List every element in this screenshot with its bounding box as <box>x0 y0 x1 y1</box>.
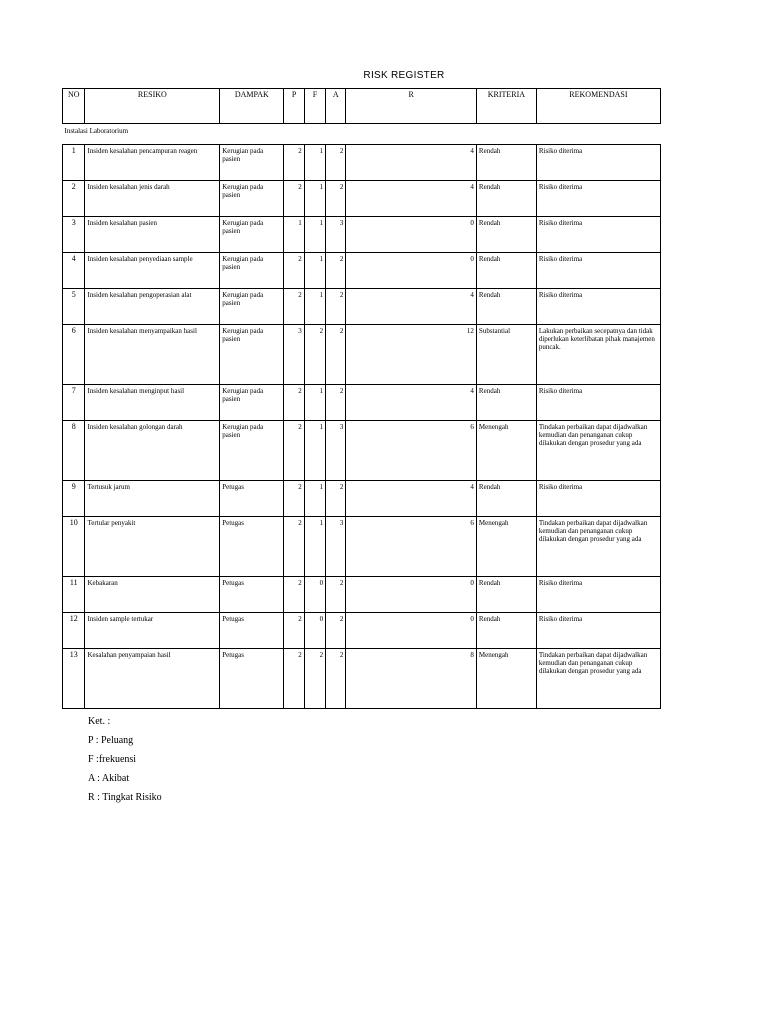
cell-rekomendasi: Risiko diterima <box>536 253 660 289</box>
legend-p: P : Peluang <box>88 735 134 746</box>
cell-p: 2 <box>284 421 304 481</box>
cell-r: 4 <box>346 289 477 325</box>
cell-risiko: Insiden kesalahan pengoperasian alat <box>85 289 220 325</box>
cell-dampak: Kerugian pada pasien <box>220 385 284 421</box>
cell-no: 1 <box>63 145 85 181</box>
cell-p: 2 <box>284 253 304 289</box>
cell-risiko: Insiden kesalahan golongan darah <box>85 421 220 481</box>
cell-dampak: Petugas <box>220 517 284 577</box>
table-row <box>63 217 661 253</box>
cell-p: 2 <box>284 517 304 577</box>
legend-title: Ket. : <box>88 716 111 727</box>
cell-a: 2 <box>326 289 346 325</box>
cell-r: 8 <box>346 649 477 709</box>
legend-a: A : Akibat <box>88 773 130 784</box>
cell-p: 3 <box>284 325 304 385</box>
header-resiko: RESIKO <box>85 89 220 124</box>
cell-r: 4 <box>346 181 477 217</box>
cell-f: 1 <box>304 217 325 253</box>
cell-rekomendasi: Risiko diterima <box>536 481 660 517</box>
header-f: F <box>304 89 325 124</box>
cell-dampak: Petugas <box>220 481 284 517</box>
section-row <box>63 124 661 145</box>
risk-register-table <box>62 88 661 709</box>
cell-no: 8 <box>63 421 85 481</box>
cell-rekomendasi: Risiko diterima <box>536 181 660 217</box>
cell-rekomendasi: Tindakan perbaikan dapat dijadwalkan kemudian dan penanganan cukup dilakukan dengan prosedur yang ada <box>536 517 660 577</box>
cell-r: 4 <box>346 385 477 421</box>
cell-p: 1 <box>284 217 304 253</box>
table-row <box>63 517 661 577</box>
cell-kriteria: Rendah <box>476 385 536 421</box>
cell-a: 2 <box>326 253 346 289</box>
cell-p: 2 <box>284 385 304 421</box>
cell-f: 1 <box>304 253 325 289</box>
cell-a: 2 <box>326 325 346 385</box>
cell-rekomendasi: Risiko diterima <box>536 613 660 649</box>
cell-rekomendasi: Risiko diterima <box>536 217 660 253</box>
cell-dampak: Kerugian pada pasien <box>220 253 284 289</box>
cell-f: 1 <box>304 517 325 577</box>
cell-r: 0 <box>346 613 477 649</box>
cell-risiko: Insiden kesalahan pasien <box>85 217 220 253</box>
cell-p: 2 <box>284 649 304 709</box>
cell-p: 2 <box>284 289 304 325</box>
legend <box>88 712 162 807</box>
table-row <box>63 289 661 325</box>
table-row <box>63 181 661 217</box>
cell-f: 2 <box>304 325 325 385</box>
cell-a: 2 <box>326 181 346 217</box>
cell-p: 2 <box>284 481 304 517</box>
cell-p: 2 <box>284 181 304 217</box>
document-title: RISK REGISTER <box>363 70 445 81</box>
cell-risiko: Insiden kesalahan menginput hasil <box>85 385 220 421</box>
cell-dampak: Kerugian pada pasien <box>220 217 284 253</box>
cell-r: 6 <box>346 517 477 577</box>
header-no: NO <box>63 89 85 124</box>
cell-kriteria: Rendah <box>476 217 536 253</box>
cell-rekomendasi: Risiko diterima <box>536 385 660 421</box>
cell-no: 11 <box>63 577 85 613</box>
table-row <box>63 385 661 421</box>
header-rekomendasi: REKOMENDASI <box>536 89 660 124</box>
cell-kriteria: Menengah <box>476 421 536 481</box>
table-row <box>63 325 661 385</box>
cell-dampak: Kerugian pada pasien <box>220 325 284 385</box>
section-label: Instalasi Laboratorium <box>63 124 661 145</box>
cell-f: 1 <box>304 385 325 421</box>
cell-kriteria: Rendah <box>476 481 536 517</box>
header-p: P <box>284 89 304 124</box>
cell-a: 3 <box>326 421 346 481</box>
cell-dampak: Petugas <box>220 577 284 613</box>
table-row <box>63 649 661 709</box>
header-r: R <box>346 89 477 124</box>
cell-no: 7 <box>63 385 85 421</box>
cell-kriteria: Rendah <box>476 289 536 325</box>
header-kriteria: KRITERIA <box>476 89 536 124</box>
cell-p: 2 <box>284 613 304 649</box>
cell-a: 3 <box>326 517 346 577</box>
cell-no: 6 <box>63 325 85 385</box>
cell-no: 10 <box>63 517 85 577</box>
cell-dampak: Petugas <box>220 649 284 709</box>
table-row <box>63 481 661 517</box>
cell-no: 9 <box>63 481 85 517</box>
table-row <box>63 421 661 481</box>
cell-no: 5 <box>63 289 85 325</box>
cell-f: 1 <box>304 145 325 181</box>
cell-kriteria: Menengah <box>476 517 536 577</box>
cell-a: 2 <box>326 577 346 613</box>
table-row <box>63 577 661 613</box>
cell-r: 0 <box>346 217 477 253</box>
cell-a: 2 <box>326 613 346 649</box>
cell-risiko: Tertusuk jarum <box>85 481 220 517</box>
cell-kriteria: Rendah <box>476 613 536 649</box>
cell-p: 2 <box>284 145 304 181</box>
cell-a: 2 <box>326 649 346 709</box>
cell-dampak: Kerugian pada pasien <box>220 421 284 481</box>
cell-risiko: Insiden kesalahan pencampuran reagen <box>85 145 220 181</box>
cell-kriteria: Menengah <box>476 649 536 709</box>
cell-kriteria: Substantial <box>476 325 536 385</box>
table-header-row <box>63 89 661 124</box>
cell-f: 0 <box>304 613 325 649</box>
cell-a: 2 <box>326 145 346 181</box>
cell-dampak: Kerugian pada pasien <box>220 145 284 181</box>
cell-rekomendasi: Risiko diterima <box>536 289 660 325</box>
cell-no: 4 <box>63 253 85 289</box>
cell-risiko: Kebakaran <box>85 577 220 613</box>
cell-rekomendasi: Tindakan perbaikan dapat dijadwalkan kemudian dan penanganan cukup dilakukan dengan prosedur yang ada <box>536 421 660 481</box>
cell-a: 2 <box>326 385 346 421</box>
cell-dampak: Kerugian pada pasien <box>220 181 284 217</box>
table-row <box>63 145 661 181</box>
cell-f: 0 <box>304 577 325 613</box>
cell-no: 13 <box>63 649 85 709</box>
cell-risiko: Insiden kesalahan jenis darah <box>85 181 220 217</box>
cell-f: 1 <box>304 289 325 325</box>
cell-r: 0 <box>346 577 477 613</box>
cell-r: 12 <box>346 325 477 385</box>
cell-dampak: Petugas <box>220 613 284 649</box>
cell-f: 1 <box>304 481 325 517</box>
cell-risiko: Insiden kesalahan menyampaikan hasil <box>85 325 220 385</box>
cell-no: 12 <box>63 613 85 649</box>
cell-risiko: Insiden kesalahan penyediaan sample <box>85 253 220 289</box>
cell-risiko: Kesalahan penyampaian hasil <box>85 649 220 709</box>
cell-r: 6 <box>346 421 477 481</box>
cell-r: 4 <box>346 145 477 181</box>
cell-kriteria: Rendah <box>476 577 536 613</box>
legend-f: F :frekuensi <box>88 754 137 765</box>
cell-rekomendasi: Lakukan perbaikan secepatnya dan tidak diperlukan keterlibatan pihak manajemen puncak. <box>536 325 660 385</box>
cell-kriteria: Rendah <box>476 181 536 217</box>
cell-dampak: Kerugian pada pasien <box>220 289 284 325</box>
table-row <box>63 613 661 649</box>
cell-r: 0 <box>346 253 477 289</box>
cell-risiko: Tertular penyakit <box>85 517 220 577</box>
cell-f: 2 <box>304 649 325 709</box>
cell-no: 3 <box>63 217 85 253</box>
cell-a: 2 <box>326 481 346 517</box>
cell-rekomendasi: Risiko diterima <box>536 577 660 613</box>
cell-rekomendasi: Tindakan perbaikan dapat dijadwalkan kemudian dan penanganan cukup dilakukan dengan prosedur yang ada <box>536 649 660 709</box>
cell-r: 4 <box>346 481 477 517</box>
legend-r: R : Tingkat Risiko <box>88 792 162 803</box>
header-a: A <box>326 89 346 124</box>
header-dampak: DAMPAK <box>220 89 284 124</box>
cell-risiko: Insiden sample tertukar <box>85 613 220 649</box>
cell-f: 1 <box>304 421 325 481</box>
cell-kriteria: Rendah <box>476 145 536 181</box>
cell-no: 2 <box>63 181 85 217</box>
cell-kriteria: Rendah <box>476 253 536 289</box>
table-row <box>63 253 661 289</box>
cell-f: 1 <box>304 181 325 217</box>
cell-a: 3 <box>326 217 346 253</box>
cell-rekomendasi: Risiko diterima <box>536 145 660 181</box>
cell-p: 2 <box>284 577 304 613</box>
